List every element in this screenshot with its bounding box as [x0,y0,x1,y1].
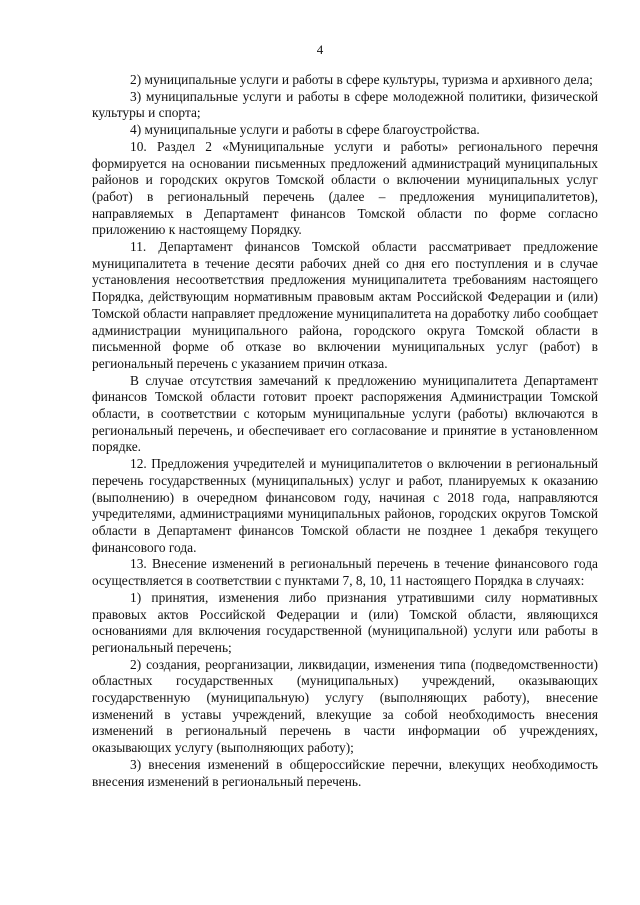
paragraph: 1) принятия, изменения либо признания утратившими силу нормативных правовых актов Российской Федерации и (или) Томской области, являющихся основаниями для включения государственной (муниципальной) услуги или работы в региональный перечень; [92,589,598,655]
paragraph: 4) муниципальные услуги и работы в сфере благоустройства. [130,122,480,138]
paragraph: 3) муниципальные услуги и работы в сфере молодежной политики, физической культуры и спорта; [92,88,598,121]
page-number: 4 [316,42,324,57]
paragraph: 2) муниципальные услуги и работы в сфере культуры, туризма и архивного дела; [130,72,593,87]
document-body [92,72,598,790]
paragraph: В случае отсутствия замечаний к предложению муниципалитета Департамент финансов Томской области готовит проект распоряжения Администрации Томской области, в соответствии с которым муниципальные услуги (работы) включаются в региональный перечень, и обеспечивает его согласование и принятие в установленном порядке. [92,372,598,455]
paragraph: 12. Предложения учредителей и муниципалитетов о включении в региональный перечень государственных (муниципальных) услуг и работ, планируемых к оказанию (выполнению) в очередном финансовом году, начиная с 2018 года, направляются учредителями, администрациями муниципальных районов, городских округов Томской области в Департамент финансов Томской области не позднее 1 декабря текущего финансового года. [92,456,598,555]
paragraph: 13. Внесение изменений в региональный перечень в течение финансового года осуществляется в соответствии с пунктами 7, 8, 10, 11 настоящего Порядка в случаях: [92,556,598,589]
paragraph: 11. Департамент финансов Томской области рассматривает предложение муниципалитета в течение десяти рабочих дней со дня его поступления и в случае установления несоответствия предложения муниципалитета требованиям настоящего Порядка, действующим нормативным правовым актам Российской Федерации и (или) Томской области направляет предложение муниципалитета на доработку либо сообщает администрации муниципального района, городского округа Томской области в письменной форме об отказе во включении муниципальных услуг (работ) в региональный перечень с указанием причин отказа. [92,239,598,371]
paragraph: 10. Раздел 2 «Муниципальные услуги и работы» регионального перечня формируется на основании письменных предложений администраций муниципальных районов и городских округов Томской области о включении муниципальных услуг (работ) в региональный перечень (далее – предложения муниципалитетов), направляемых в Департамент финансов Томской области по форме согласно приложению к настоящему Порядку. [92,138,598,238]
paragraph: 3) внесения изменений в общероссийские перечни, влекущих необходимость внесения изменений в региональный перечень. [92,756,598,789]
paragraph: 2) создания, реорганизации, ликвидации, изменения типа (подведомственности) областных государственных (муниципальных) учреждений, оказывающих государственную (муниципальную) услугу (выполняющих работу), внесение изменений в уставы учреждений, влекущие за собой необходимость внесения изменений в региональный перечень в части информации об учреждениях, оказывающих услугу (выполняющих работу); [92,656,598,756]
